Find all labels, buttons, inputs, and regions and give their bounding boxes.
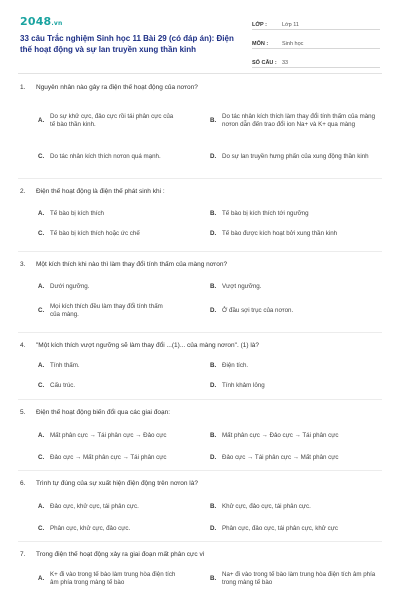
question-text: Trong điện thế hoạt động xảy ra giai đoạn mất phân cực vì — [36, 551, 205, 558]
option-a[interactable]: A. Mất phân cực → Tái phân cực → Đảo cực — [38, 431, 167, 439]
question-2 — [0, 179, 400, 251]
question-number: 6. — [20, 480, 26, 487]
option-b[interactable]: B. Vượt ngưỡng. — [210, 282, 262, 290]
meta-row-count: SỐ CÂU : 33 — [252, 53, 380, 68]
question-text: Điện thế hoạt động biến đổi qua các giai đoạn: — [36, 409, 171, 416]
option-b[interactable]: B. Điện tích. — [210, 361, 249, 369]
option-d[interactable]: D. Do sự lan truyền hưng phấn của xung động thần kinh — [210, 152, 369, 160]
question-4 — [0, 333, 400, 399]
question-7 — [0, 542, 400, 602]
option-a[interactable]: A. K+ đi vào trong tế bào làm trung hòa điện tích âm phía trong màng tế bào — [38, 570, 176, 586]
option-d[interactable]: D. Ở đầu sợi trục của nơron. — [210, 306, 294, 314]
question-3 — [0, 252, 400, 332]
option-c[interactable]: C. Do tác nhân kích thích nơron quá mạnh. — [38, 152, 161, 160]
question-1 — [0, 78, 400, 178]
option-a[interactable]: A. Dưới ngưỡng. — [38, 282, 90, 290]
question-number: 2. — [20, 188, 26, 195]
option-a[interactable]: A. Tế bào bị kích thích — [38, 209, 104, 217]
question-6 — [0, 471, 400, 541]
option-b[interactable]: B. Na+ đi vào trong tế bào làm trung hòa điện tích âm phía trong màng tế bào — [210, 570, 376, 586]
meta-row-class: LỚP : Lớp 11 — [252, 15, 380, 30]
question-number: 5. — [20, 409, 26, 416]
question-5 — [0, 400, 400, 470]
option-b[interactable]: B. Tế bào bị kích thích tới ngưỡng — [210, 209, 309, 217]
question-text: Điện thế hoạt động là điện thế phát sinh khi : — [36, 188, 165, 195]
option-a[interactable]: A. Tính thấm. — [38, 361, 80, 369]
option-c[interactable]: C. Đảo cực → Mất phân cực → Tái phân cực — [38, 453, 167, 461]
option-d[interactable]: D. Đảo cực → Tái phân cực → Mất phân cực — [210, 453, 339, 461]
meta-row-subject: MÔN : Sinh học — [252, 34, 380, 49]
question-text: "Một kích thích vượt ngưỡng sẽ làm thay đổi ...(1)... của màng nơron". (1) là? — [36, 342, 260, 349]
question-number: 1. — [20, 84, 26, 91]
question-number: 7. — [20, 551, 26, 558]
question-text: Trình tự đúng của sự xuất hiện điện động trên nơron là? — [36, 480, 198, 487]
option-b[interactable]: B. Do tác nhân kích thích làm thay đổi tính thấm của màng nơron dẫn đến trao đổi ion Na+ và K+ qua màng — [210, 112, 376, 128]
option-d[interactable]: D. Tế bào được kích hoạt bởi xung thần kinh — [210, 229, 338, 237]
question-number: 3. — [20, 261, 26, 268]
question-text: Một kích thích khi nào thì làm thay đổi tính thấm của màng nơron? — [36, 261, 228, 268]
option-c[interactable]: C. Tế bào bị kích thích hoặc ức chế — [38, 229, 140, 237]
option-c[interactable]: C. Cấu trúc. — [38, 381, 76, 389]
option-c[interactable]: C. Phân cực, khử cực, đảo cực. — [38, 524, 131, 532]
header-divider — [18, 73, 382, 74]
question-list — [0, 78, 400, 602]
option-b[interactable]: B. Khử cực, đảo cực, tái phân cực. — [210, 502, 311, 510]
question-text: Nguyên nhân nào gây ra điện thế hoạt động của nơron? — [36, 84, 198, 91]
question-number: 4. — [20, 342, 26, 349]
page-header — [0, 0, 400, 70]
option-a[interactable]: A. Do sự khử cực, đảo cực rồi tái phân cực của tế bào thần kinh. — [38, 112, 174, 128]
option-b[interactable]: B. Mất phân cực → Đảo cực → Tái phân cực — [210, 431, 339, 439]
page-title: 33 câu Trắc nghiệm Sinh học 11 Bài 29 (có đáp án): Điện thế hoạt động và sự lan truyền xung thần kinh — [20, 34, 234, 54]
meta-info — [252, 15, 380, 72]
option-d[interactable]: D. Tính khảm lỏng — [210, 381, 265, 389]
site-logo[interactable]: 2048.vn — [20, 15, 63, 28]
option-c[interactable]: C. Mọi kích thích đều làm thay đổi tính thấm của màng. — [38, 302, 163, 318]
option-a[interactable]: A. Đảo cực, khử cực, tái phân cực. — [38, 502, 139, 510]
option-d[interactable]: D. Phân cực, đảo cực, tái phân cực, khử cực — [210, 524, 338, 532]
